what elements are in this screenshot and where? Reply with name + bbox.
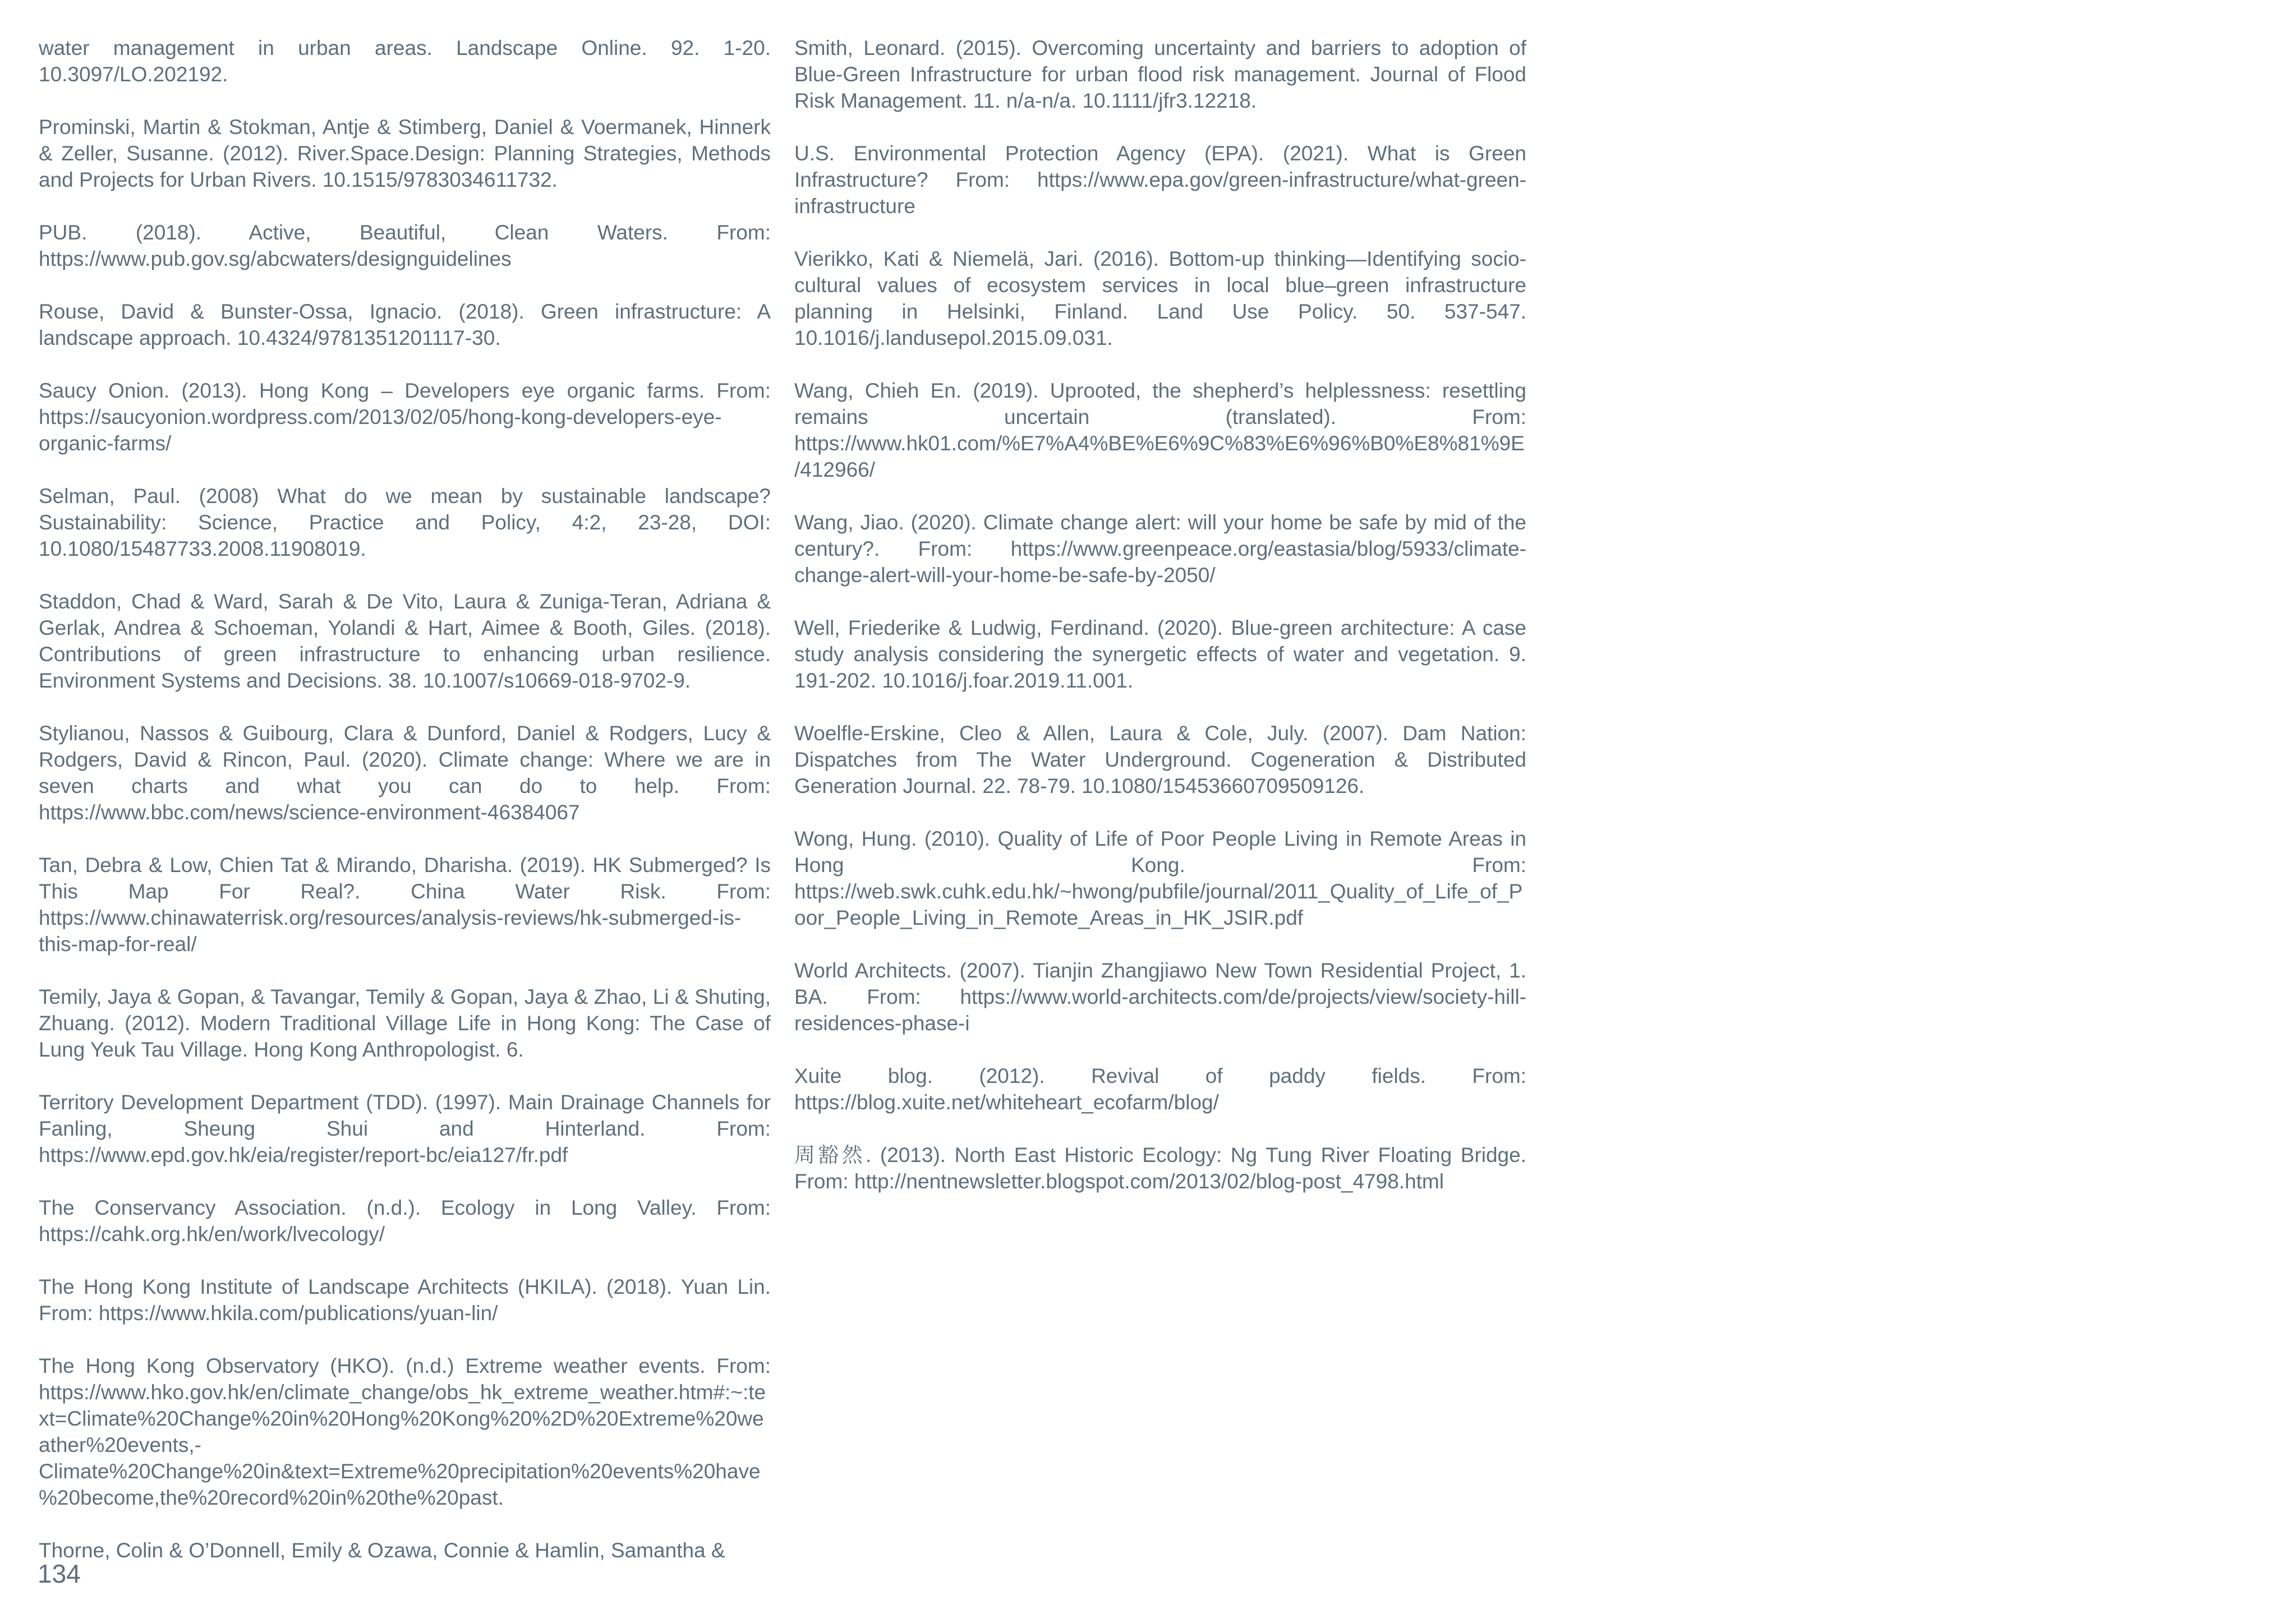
reference-entry: U.S. Environmental Protection Agency (EPA). (2021). What is Green Infrastructure? From: https://www.epa.gov/green-infrastructure/what-green-infrastructure (794, 142, 1526, 218)
reference-entry: Vierikko, Kati & Niemelä, Jari. (2016). Bottom-up thinking—Identifying socio-cultural values of ecosystem services in local blue–green infrastructure planning in Helsinki, Finland. Land Use Policy. 50. 537-547. 10.1016/j.landusepol.2015.09.031. (794, 247, 1526, 349)
reference-entry: Woelfle-Erskine, Cleo & Allen, Laura & Cole, July. (2007). Dam Nation: Dispatches from The Water Underground. Cogeneration & Distributed Generation Journal. 22. 78-79. 10.1080/15453660709509126. (794, 722, 1526, 797)
page-number: 134 (38, 1559, 81, 1588)
reference-entry: PUB. (2018). Active, Beautiful, Clean Waters. From: https://www.pub.gov.sg/abcwaters/designguidelines (39, 221, 771, 270)
reference-entry: Selman, Paul. (2008) What do we mean by sustainable landscape? Sustainability: Science, Practice and Policy, 4:2, 23-28, DOI: 10.1080/15487733.2008.11908019. (39, 485, 771, 560)
reference-entry: Xuite blog. (2012). Revival of paddy fields. From: https://blog.xuite.net/whiteheart_ecofarm/blog/ (794, 1064, 1526, 1114)
reference-entry: Prominski, Martin & Stokman, Antje & Stimberg, Daniel & Voermanek, Hinnerk & Zeller, Susanne. (2012). River.Space.Design: Planning Strategies, Methods and Projects for Urban Rivers. 10.1515/9783034611732. (39, 116, 771, 191)
reference-entry: Wong, Hung. (2010). Quality of Life of Poor People Living in Remote Areas in Hong Kong. From: https://web.swk.cuhk.edu.hk/~hwong/pubfile/journal/2011_Quality_of_Life_of_Poor_People_Living_in_Remote_Areas_in_HK_JSIR.pdf (794, 827, 1526, 929)
reference-entry: Temily, Jaya & Gopan, & Tavangar, Temily & Gopan, Jaya & Zhao, Li & Shuting, Zhuang. (2012). Modern Traditional Village Life in Hong Kong: The Case of Lung Yeuk Tau Village. Hong Kong Anthropologist. 6. (39, 985, 771, 1061)
reference-entry: The Hong Kong Observatory (HKO). (n.d.) Extreme weather events. From: https://www.hko.gov.hk/en/climate_change/obs_hk_extreme_weather.htm#:~:text=Climate%20Change%20in%20Hong%20Kong%20%2D%20Extreme%20weather%20events,-Climate%20Change%20in&text=Extreme%20precipitation%20events%20have%20become,the%20record%20in%20the%20past. (39, 1354, 771, 1509)
reference-entry: Thorne, Colin & O’Donnell, Emily & Ozawa, Connie & Hamlin, Samantha & (39, 1539, 725, 1562)
reference-entry: Well, Friederike & Ludwig, Ferdinand. (2020). Blue-green architecture: A case study analysis considering the synergetic effects of water and vegetation. 9. 191-202. 10.1016/j.foar.2019.11.001. (794, 616, 1526, 692)
reference-entry: The Hong Kong Institute of Landscape Architects (HKILA). (2018). Yuan Lin. From: https://www.hkila.com/publications/yuan-lin/ (39, 1275, 771, 1325)
reference-entry: Staddon, Chad & Ward, Sarah & De Vito, Laura & Zuniga-Teran, Adriana & Gerlak, Andrea & Schoeman, Yolandi & Hart, Aimee & Booth, Giles. (2018). Contributions of green infrastructure to enhancing urban resilience. Environment Systems and Decisions. 38. 10.1007/s10669-018-9702-9. (39, 590, 771, 692)
reference-entry: The Conservancy Association. (n.d.). Ecology in Long Valley. From: https://cahk.org.hk/en/work/lvecology/ (39, 1196, 771, 1246)
reference-entry: 周豁然. (2013). North East Historic Ecology: Ng Tung River Floating Bridge. From: http://nentnewsletter.blogspot.com/2013/02/blog-post_4798.html (794, 1144, 1526, 1193)
reference-column-left (39, 35, 771, 1590)
reference-entry: Saucy Onion. (2013). Hong Kong – Developers eye organic farms. From: https://saucyonion.wordpress.com/2013/02/05/hong-kong-developers-eye-organic-farms/ (39, 379, 771, 455)
reference-entry: Smith, Leonard. (2015). Overcoming uncertainty and barriers to adoption of Blue-Green Infrastructure for urban flood risk management. Journal of Flood Risk Management. 11. n/a-n/a. 10.1111/jfr3.12218. (794, 36, 1526, 112)
reference-entry: Wang, Jiao. (2020). Climate change alert: will your home be safe by mid of the century?. From: https://www.greenpeace.org/eastasia/blog/5933/climate-change-alert-will-your-home-be-safe-by-2050/ (794, 511, 1526, 587)
reference-entry: Territory Development Department (TDD). (1997). Main Drainage Channels for Fanling, Sheung Shui and Hinterland. From: https://www.epd.gov.hk/eia/register/report-bc/eia127/fr.pdf (39, 1091, 771, 1166)
reference-entry: Stylianou, Nassos & Guibourg, Clara & Dunford, Daniel & Rodgers, Lucy & Rodgers, David & Rincon, Paul. (2020). Climate change: Where we are in seven charts and what you can do to help. From: https://www.bbc.com/news/science-environment-46384067 (39, 722, 771, 824)
reference-entry: Rouse, David & Bunster-Ossa, Ignacio. (2018). Green infrastructure: A landscape approach. 10.4324/9781351201117-30. (39, 300, 771, 349)
reference-entry: Tan, Debra & Low, Chien Tat & Mirando, Dharisha. (2019). HK Submerged? Is This Map For Real?. China Water Risk. From: https://www.chinawaterrisk.org/resources/analysis-reviews/hk-submerged-is-this-map-for-real/ (39, 854, 771, 956)
reference-entry: World Architects. (2007). Tianjin Zhangjiawo New Town Residential Project, 1. BA. From: https://www.world-architects.com/de/projects/view/society-hill-residences-phase-i (794, 959, 1526, 1035)
reference-entry: Wang, Chieh En. (2019). Uprooted, the shepherd’s helplessness: resettling remains uncertain (translated). From: https://www.hk01.com/%E7%A4%BE%E6%9C%83%E6%96%B0%E8%81%9E/412966/ (794, 379, 1526, 481)
reference-entry: water management in urban areas. Landscape Online. 92. 1-20. 10.3097/LO.202192. (39, 36, 771, 86)
reference-column-right (794, 35, 1526, 1221)
